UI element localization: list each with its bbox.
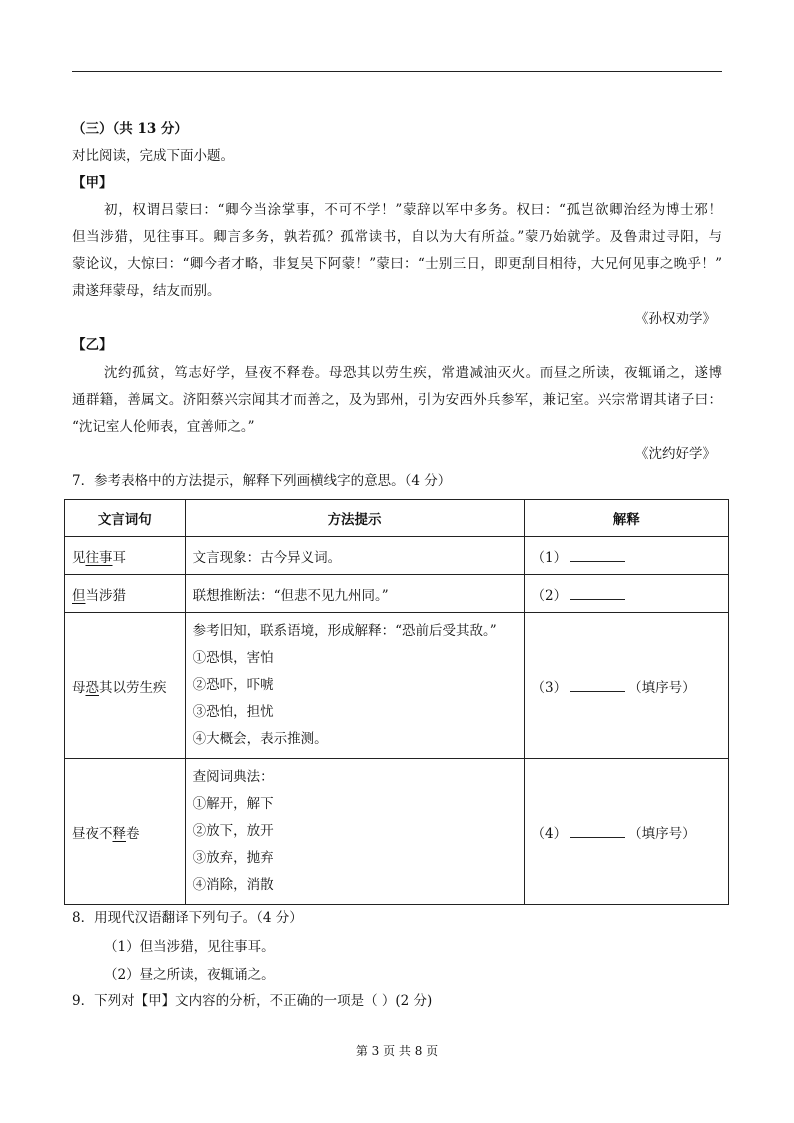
q8-item: （2）昼之所读，夜辄诵之。	[104, 967, 275, 983]
table-row	[65, 759, 729, 905]
answer-blank[interactable]	[570, 587, 625, 600]
passage-b-line: 沈约孤贫，笃志好学，昼夜不释卷。母恐其以劳生疾，常遣减油灭火。而昼之所读，夜辄诵之，遂博	[104, 365, 722, 381]
header-rule	[72, 71, 722, 72]
passage-b-label: 【乙】	[72, 337, 113, 353]
page-number: 第 3 页 共 8 页	[355, 1044, 439, 1058]
q8-item: （1）但当涉猎，见往事耳。	[104, 939, 275, 955]
table-header-phrase: 文言词句	[65, 500, 186, 537]
passage-b-line: 通群籍，善属文。济阳蔡兴宗闻其才而善之，及为郢州，引为安西外兵参军，兼记室。兴宗常谓其诸子曰：	[72, 392, 722, 408]
passage-a-label: 【甲】	[72, 175, 113, 191]
table-row	[65, 575, 729, 613]
passage-a-line: 但当涉猎，见往事耳。卿言多务，孰若孤？孤常读书，自以为大有所益。”蒙乃始就学。及鲁肃过寻阳，与	[72, 229, 722, 245]
q9-prompt: 9．下列对【甲】文内容的分析，不正确的一项是（ ）(2 分)	[72, 993, 433, 1009]
answer-cell: （4） （填序号）	[524, 759, 729, 905]
table-header-answer: 解释	[524, 500, 729, 537]
hint-cell: 查阅词典法： ①解开，解下 ②放下，放开 ③放弃，抛弃 ④消除，消散	[185, 759, 524, 905]
q7-table	[64, 499, 729, 905]
answer-blank[interactable]	[570, 679, 625, 692]
passage-b-line: “沈记室人伦师表，宜善师之。”	[72, 419, 255, 435]
passage-b-source: 《沈约好学》	[635, 446, 716, 462]
q8-prompt: 8．用现代汉语翻译下列句子。（4 分）	[72, 910, 303, 926]
table-header-hint: 方法提示	[185, 500, 524, 537]
table-row	[65, 613, 729, 759]
section-heading: （三）（共 13 分）	[72, 121, 188, 137]
answer-blank[interactable]	[570, 825, 625, 838]
q7-prompt: 7．参考表格中的方法提示，解释下列画横线字的意思。（4 分）	[72, 473, 452, 489]
phrase-cell: 但当涉猎	[65, 575, 186, 613]
phrase-cell: 母恐其以劳生疾	[65, 613, 186, 759]
answer-blank[interactable]	[570, 549, 625, 562]
hint-cell: 文言现象：古今异义词。	[185, 537, 524, 575]
hint-cell: 联想推断法：“但悲不见九州同。”	[185, 575, 524, 613]
passage-a-line: 初，权谓吕蒙曰：“卿今当涂掌事，不可不学！”蒙辞以军中多务。权曰：“孤岂欲卿治经为博士邪！	[104, 202, 722, 218]
passage-a-line: 肃遂拜蒙母，结友而别。	[72, 283, 221, 299]
passage-a-line: 蒙论议，大惊曰：“卿今者才略，非复吴下阿蒙！”蒙曰：“士别三日，即更刮目相待，大兄何见事之晚乎！”	[72, 256, 722, 272]
answer-cell: （2）	[524, 575, 729, 613]
table-row	[65, 537, 729, 575]
phrase-cell: 见往事耳	[65, 537, 186, 575]
passage-a-source: 《孙权劝学》	[635, 311, 716, 327]
section-instruction: 对比阅读，完成下面小题。	[72, 148, 234, 164]
phrase-cell: 昼夜不释卷	[65, 759, 186, 905]
hint-cell: 参考旧知，联系语境，形成解释：“恐前后受其敌。” ①恐惧，害怕 ②恐吓，吓唬 ③恐怕，担忧 ④大概会，表示推测。	[185, 613, 524, 759]
answer-cell: （1）	[524, 537, 729, 575]
table-header-row	[65, 500, 729, 537]
answer-cell: （3） （填序号）	[524, 613, 729, 759]
